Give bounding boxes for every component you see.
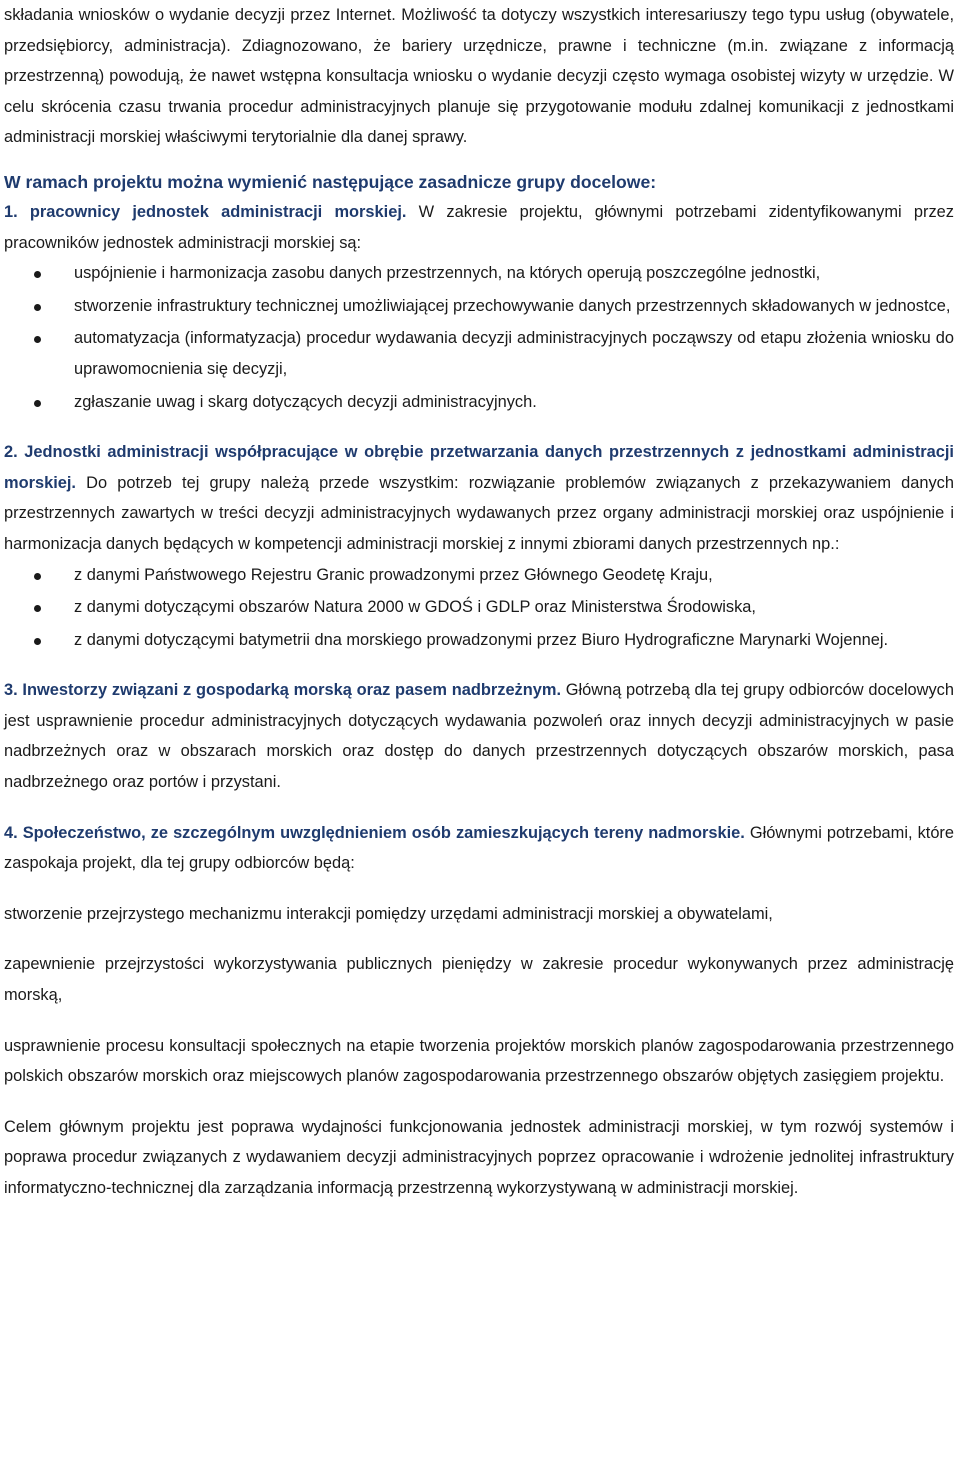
bullet-icon bbox=[34, 400, 41, 407]
group-4-text: Głównymi potrzebami, które zaspokaja projekt, dla tej grupy odbiorców będą: bbox=[4, 823, 955, 873]
list-item-text: uspójnienie i harmonizacja zasobu danych przestrzennych, na których operują poszczególne jednostki, bbox=[74, 264, 821, 283]
group-1-text: W zakresie projektu, głównymi potrzebami zidentyfikowanymi przez pracowników jednostek administracji morskiej są: bbox=[4, 202, 954, 252]
bullet-icon bbox=[34, 605, 41, 612]
bullet-icon bbox=[34, 573, 41, 580]
group-1-bullet-list bbox=[4, 258, 954, 417]
list-item bbox=[4, 323, 954, 384]
list-item bbox=[4, 625, 954, 656]
group-2-text: Do potrzeb tej grupy należą przede wszystkim: rozwiązanie problemów związanych z przekazywaniem danych przestrzennych zawartych w treści decyzji administracyjnych wydawanych przez organy administracji morskiej oraz uspójnienie i harmonizacja danych będących w kompetencji administracji morskiej z innymi zbiorami danych przestrzennych np.: bbox=[4, 473, 954, 553]
bullet-icon bbox=[34, 336, 41, 343]
need-paragraph: usprawnienie procesu konsultacji społecznych na etapie tworzenia projektów morskich planów zagospodarowania przestrzennego polskich obszarów morskich oraz miejscowych planów zagospodarowania przestrzennego obszarów objętych zasięgiem projektu. bbox=[4, 1036, 954, 1086]
list-item bbox=[4, 560, 954, 591]
group-4-title: 4. Społeczeństwo, ze szczególnym uwzględnieniem osób zamieszkujących tereny nadmorskie. bbox=[4, 823, 745, 842]
main-goal-paragraph: Celem głównym projektu jest poprawa wydajności funkcjonowania jednostek administracji morskiej, w tym rozwój systemów i poprawa procedur związanych z wydawaniem decyzji administracyjnych poprzez opracowanie i wdrożenie jednolitej infrastruktury informatyczno-technicznej dla zarządzania informacją przestrzenną wykorzystywaną w administracji morskiej. bbox=[4, 1117, 954, 1197]
list-item-text: z danymi dotyczącymi batymetrii dna morskiego prowadzonymi przez Biuro Hydrograficzne Marynarki Wojennej. bbox=[74, 630, 889, 649]
bullet-icon bbox=[34, 304, 41, 311]
group-2-bullet-list bbox=[4, 560, 954, 656]
list-item-text: automatyzacja (informatyzacja) procedur wydawania decyzji administracyjnych począwszy od etapu złożenia wniosku do uprawomocnienia się decyzji, bbox=[74, 329, 954, 378]
list-item-text: z danymi Państwowego Rejestru Granic prowadzonymi przez Głównego Geodetę Kraju, bbox=[74, 565, 713, 584]
group-3-title: 3. Inwestorzy związani z gospodarką morską oraz pasem nadbrzeżnym. bbox=[4, 681, 562, 700]
bullet-icon bbox=[34, 271, 41, 278]
group-2-title: 2. Jednostki administracji współpracujące w obrębie przetwarzania danych przestrzennych z jednostkami administracji morskiej. bbox=[4, 443, 954, 492]
list-item-text: stworzenie infrastruktury technicznej umożliwiającej przechowywanie danych przestrzennych składowanych w jednostce, bbox=[74, 296, 951, 315]
intro-paragraph: składania wniosków o wydanie decyzji przez Internet. Możliwość ta dotyczy wszystkich interesariuszy tego typu usług (obywatele, przedsiębiorcy, administracja). Zdiagnozowano, że bariery urzędnicze, prawne i techniczne (m.in. związane z informacją przestrzenną) powodują, że nawet wstępna konsultacja wniosku o wydanie decyzji często wymaga osobistej wizyty w urzędzie. W celu skrócenia czasu trwania procedur administracyjnych planuje się przygotowanie modułu zdalnej komunikacji z jednostkami administracji morskiej właściwymi terytorialnie dla danej sprawy. bbox=[4, 6, 954, 147]
list-item bbox=[4, 387, 954, 418]
need-paragraph: stworzenie przejrzystego mechanizmu interakcji pomiędzy urzędami administracji morskiej a obywatelami, bbox=[4, 904, 773, 923]
list-item bbox=[4, 592, 954, 623]
group-1-paragraph bbox=[4, 197, 954, 258]
list-item-text: z danymi dotyczącymi obszarów Natura 2000 w GDOŚ i GDLP oraz Ministerstwa Środowiska, bbox=[74, 598, 756, 617]
list-item-text: zgłaszanie uwag i skarg dotyczących decyzji administracyjnych. bbox=[74, 392, 537, 411]
target-groups-heading: W ramach projektu można wymienić następujące zasadnicze grupy docelowe: bbox=[4, 171, 657, 192]
group-4-paragraph bbox=[4, 818, 954, 879]
group-2-paragraph bbox=[4, 437, 954, 559]
group-3-text: Główną potrzebą dla tej grupy odbiorców docelowych jest usprawnienie procedur administracyjnych dotyczących wydawania pozwoleń oraz innych decyzji administracyjnych w pasie nadbrzeżnych oraz w obszarach morskich oraz dostęp do danych przestrzennych dotyczących obszarów morskich, pasa nadbrzeżnego oraz portów i przystani. bbox=[4, 681, 954, 792]
need-paragraph: zapewnienie przejrzystości wykorzystywania publicznych pieniędzy w zakresie procedur wykonywanych przez administrację morską, bbox=[4, 955, 954, 1005]
list-item bbox=[4, 291, 954, 322]
group-1-title: 1. pracownicy jednostek administracji morskiej. bbox=[4, 202, 407, 221]
bullet-icon bbox=[34, 638, 41, 645]
group-3-paragraph bbox=[4, 675, 954, 797]
list-item bbox=[4, 258, 954, 289]
